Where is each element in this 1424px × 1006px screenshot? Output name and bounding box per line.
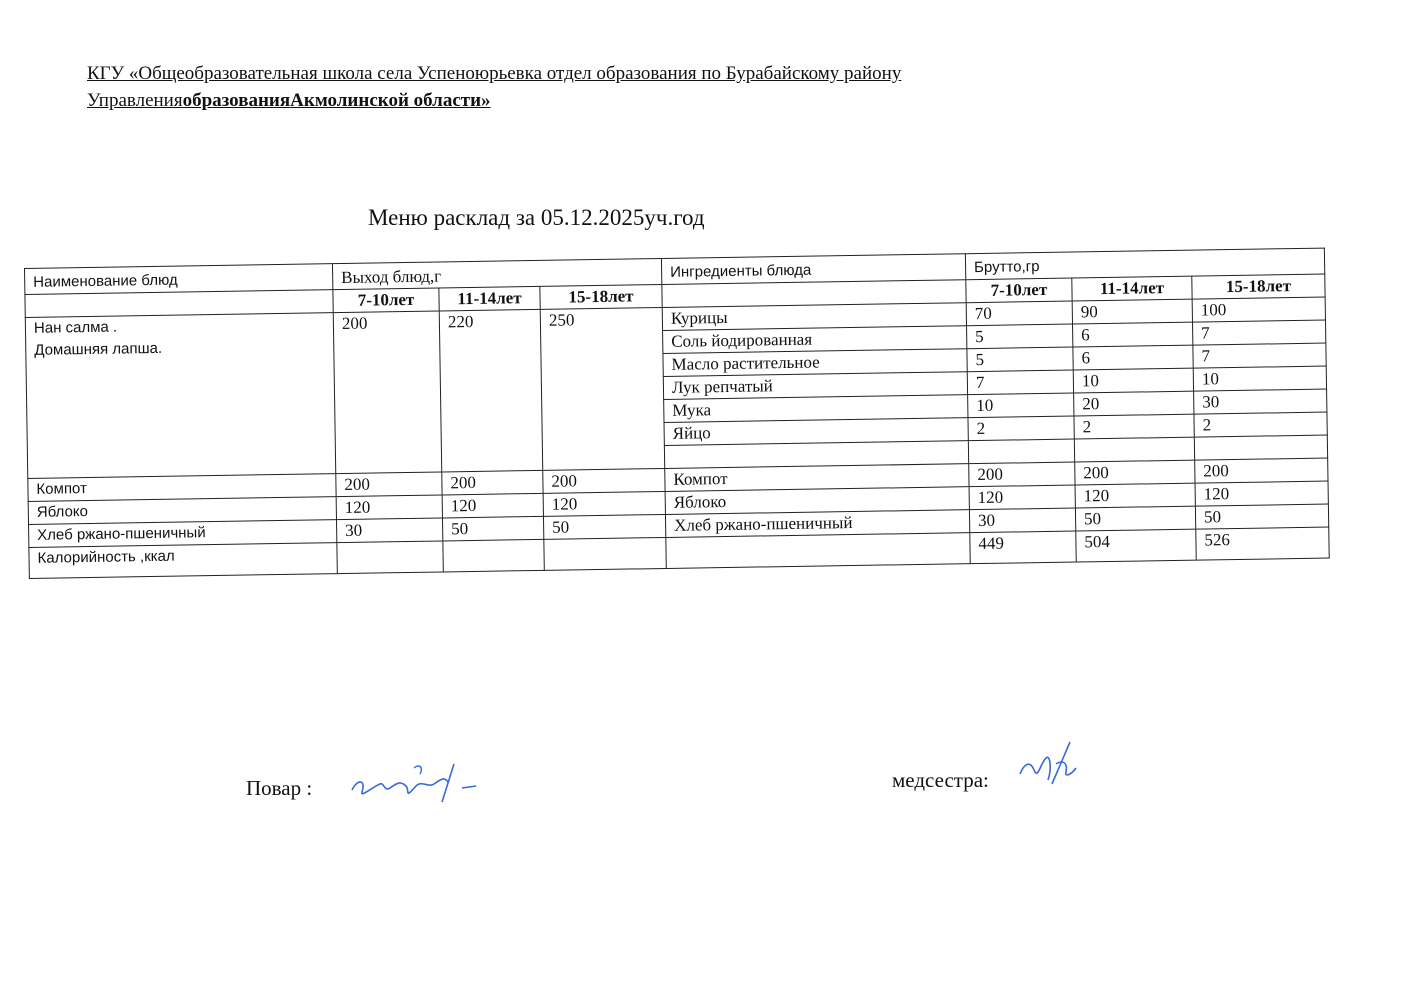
gross-cell: 30	[969, 508, 1075, 533]
gross-cell: 120	[1075, 483, 1195, 508]
age-group: 15-18лет	[1192, 274, 1325, 299]
gross-cell: 2	[1194, 412, 1327, 437]
ingredient-name: Мука	[664, 395, 968, 423]
yield-cell: 120	[336, 495, 442, 520]
gross-cell: 200	[1075, 460, 1195, 485]
gross-cell: 70	[966, 301, 1072, 326]
yield-cell: 200	[442, 470, 543, 495]
yield-cell: 120	[543, 491, 665, 516]
yield-cell: 200	[333, 311, 442, 474]
ingredient-name: Компот	[665, 464, 969, 492]
empty-cell	[337, 541, 443, 574]
cook-signature	[344, 758, 484, 808]
gross-cell: 5	[967, 347, 1073, 372]
calories-label: Калорийность ,ккал	[29, 543, 337, 579]
menu-table-container	[24, 248, 1329, 610]
gross-cell: 120	[969, 485, 1075, 510]
dish-name-line: Нан салма .	[33, 318, 118, 337]
empty-cell	[968, 439, 1074, 464]
ingredient-name: Масло растительное	[663, 349, 967, 377]
header-ingredients: Ингредиенты блюда	[661, 254, 965, 285]
age-group: 11-14лет	[1072, 276, 1192, 301]
gross-cell: 7	[1193, 343, 1326, 368]
yield-cell: 200	[543, 468, 665, 493]
dish-name: Яблоко	[28, 497, 336, 525]
age-group: 7-10лет	[966, 278, 1072, 303]
age-group: 15-18лет	[540, 284, 662, 309]
ingredient-name: Яйцо	[664, 418, 968, 446]
gross-cell: 10	[1073, 368, 1193, 393]
nurse-label: медсестра:	[892, 768, 989, 792]
gross-cell: 30	[1194, 389, 1327, 414]
age-group: 7-10лет	[333, 288, 439, 313]
yield-cell: 200	[336, 472, 442, 497]
dish-name-line: Домашняя лапша.	[34, 339, 163, 359]
gross-cell: 120	[1195, 481, 1328, 506]
yield-cell: 50	[442, 516, 543, 541]
calories-value: 504	[1076, 529, 1196, 562]
gross-cell: 2	[1074, 414, 1194, 439]
gross-cell: 5	[967, 324, 1073, 349]
calories-value: 449	[970, 531, 1076, 564]
empty-cell	[1074, 437, 1194, 462]
yield-cell: 30	[336, 518, 442, 543]
gross-cell: 2	[968, 416, 1074, 441]
gross-cell: 90	[1072, 299, 1192, 324]
org-line-2	[87, 87, 1187, 114]
gross-cell: 50	[1075, 506, 1195, 531]
empty-cell	[544, 537, 666, 570]
age-group: 11-14лет	[439, 286, 540, 311]
ingredient-name: Соль йодированная	[663, 326, 967, 354]
nurse-signature	[1012, 734, 1082, 794]
org-line-2-part3: Акмолинской области»	[290, 90, 491, 111]
gross-cell: 50	[1195, 504, 1328, 529]
header-dish-name: Наименование блюд	[25, 264, 333, 295]
org-line-1: КГУ «Общеобразовательная школа села Успеноюрьевка отдел образования по Бурабайскому району	[87, 63, 902, 84]
gross-cell: 200	[969, 462, 1075, 487]
gross-cell: 100	[1192, 297, 1325, 322]
gross-cell: 6	[1073, 322, 1193, 347]
page-title: Меню расклад за 05.12.2025уч.год	[368, 205, 705, 230]
menu-table	[24, 248, 1330, 579]
empty-cell	[666, 533, 970, 569]
dish-name: Компот	[28, 474, 336, 502]
cook-label: Повар :	[246, 776, 313, 800]
gross-cell: 7	[1192, 320, 1325, 345]
gross-cell: 20	[1074, 391, 1194, 416]
gross-cell: 10	[1193, 366, 1326, 391]
ingredient-name: Лук репчатый	[663, 372, 967, 400]
empty-cell	[1194, 435, 1327, 460]
ingredient-name: Курицы	[662, 303, 966, 331]
header-yield: Выход блюд,г	[332, 258, 661, 289]
yield-cell: 250	[540, 307, 665, 470]
ingredient-name: Яблоко	[665, 487, 969, 515]
org-line-2-part1: Управления	[87, 90, 183, 111]
dish-name: Хлеб ржано-пшеничный	[29, 520, 337, 548]
gross-cell: 6	[1073, 345, 1193, 370]
organization-header	[87, 60, 1187, 114]
ingredient-name: Хлеб ржано-пшеничный	[665, 510, 969, 538]
empty-cell	[443, 539, 544, 572]
gross-cell: 10	[968, 393, 1074, 418]
calories-value: 526	[1196, 527, 1329, 560]
yield-cell: 220	[439, 309, 543, 472]
header-gross: Брутто,гр	[965, 248, 1324, 280]
yield-cell: 50	[543, 514, 665, 539]
yield-cell: 120	[442, 493, 543, 518]
gross-cell: 7	[967, 370, 1073, 395]
org-line-2-part2: образования	[182, 90, 291, 111]
main-dish-name	[25, 313, 335, 479]
gross-cell: 200	[1195, 458, 1328, 483]
